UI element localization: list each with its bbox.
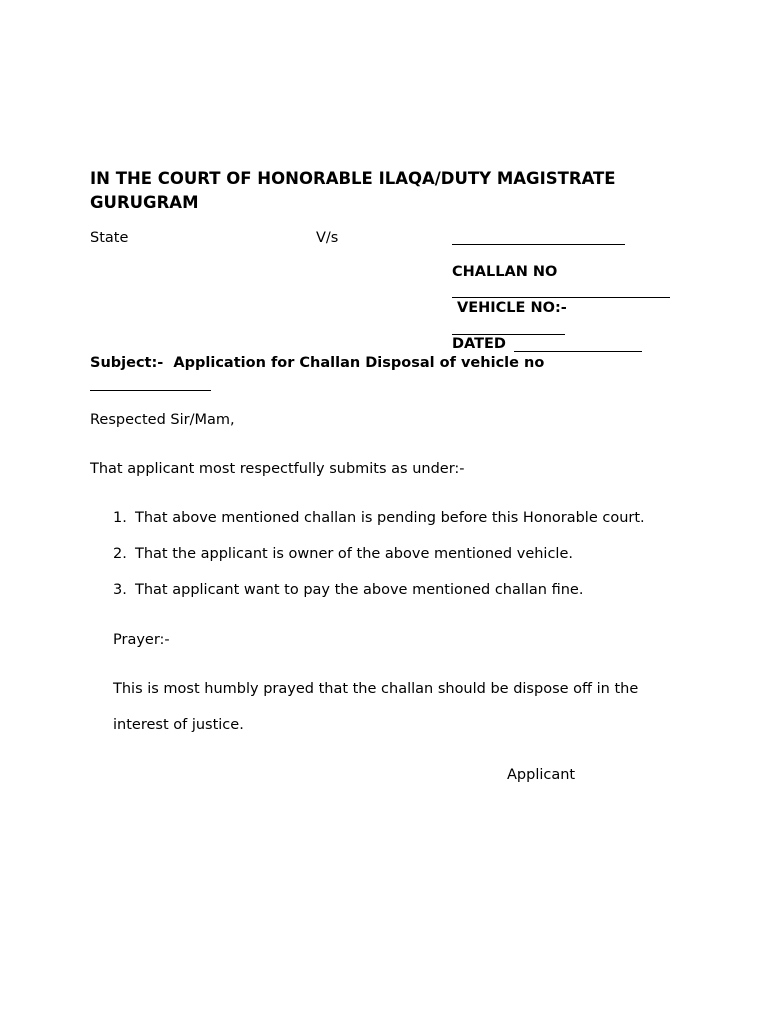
applicant-signature-label: Applicant (507, 767, 576, 783)
prayer-text-line1: This is most humbly prayed that the challan should be dispose off in the (113, 681, 639, 697)
subject-vehicle-blank-line (90, 390, 211, 391)
list-item-text: That above mentioned challan is pending before this Honorable court. (135, 510, 645, 526)
prayer-text-line2: interest of justice. (113, 717, 244, 733)
list-item-text: That the applicant is owner of the above mentioned vehicle. (135, 546, 573, 562)
list-item-text: That applicant want to pay the above mentioned challan fine. (135, 582, 584, 598)
vehicle-no-label: VEHICLE NO:- (457, 300, 567, 316)
list-item (113, 508, 645, 528)
list-item (113, 544, 573, 564)
dated-label: DATED (452, 336, 506, 352)
subject-text: Application for Challan Disposal of vehicle no (173, 355, 545, 371)
list-item-number: 2. (113, 546, 127, 562)
challan-no-label: CHALLAN NO (452, 264, 558, 280)
list-item (113, 580, 583, 600)
court-heading-line2: GURUGRAM (90, 193, 199, 212)
salutation: Respected Sir/Mam, (90, 412, 235, 428)
party-state: State (90, 230, 129, 246)
list-item-number: 3. (113, 582, 127, 598)
court-heading-line1: IN THE COURT OF HONORABLE ILAQA/DUTY MAGISTRATE (90, 169, 616, 188)
subject-line (90, 353, 544, 373)
party-vs: V/s (316, 230, 339, 246)
respondent-blank-line (452, 244, 625, 245)
dated-blank-line (514, 351, 642, 352)
prayer-label: Prayer:- (113, 632, 170, 648)
intro-paragraph: That applicant most respectfully submits as under:- (90, 461, 465, 477)
list-item-number: 1. (113, 510, 127, 526)
subject-label: Subject:- (90, 355, 164, 371)
court-heading (90, 167, 690, 215)
